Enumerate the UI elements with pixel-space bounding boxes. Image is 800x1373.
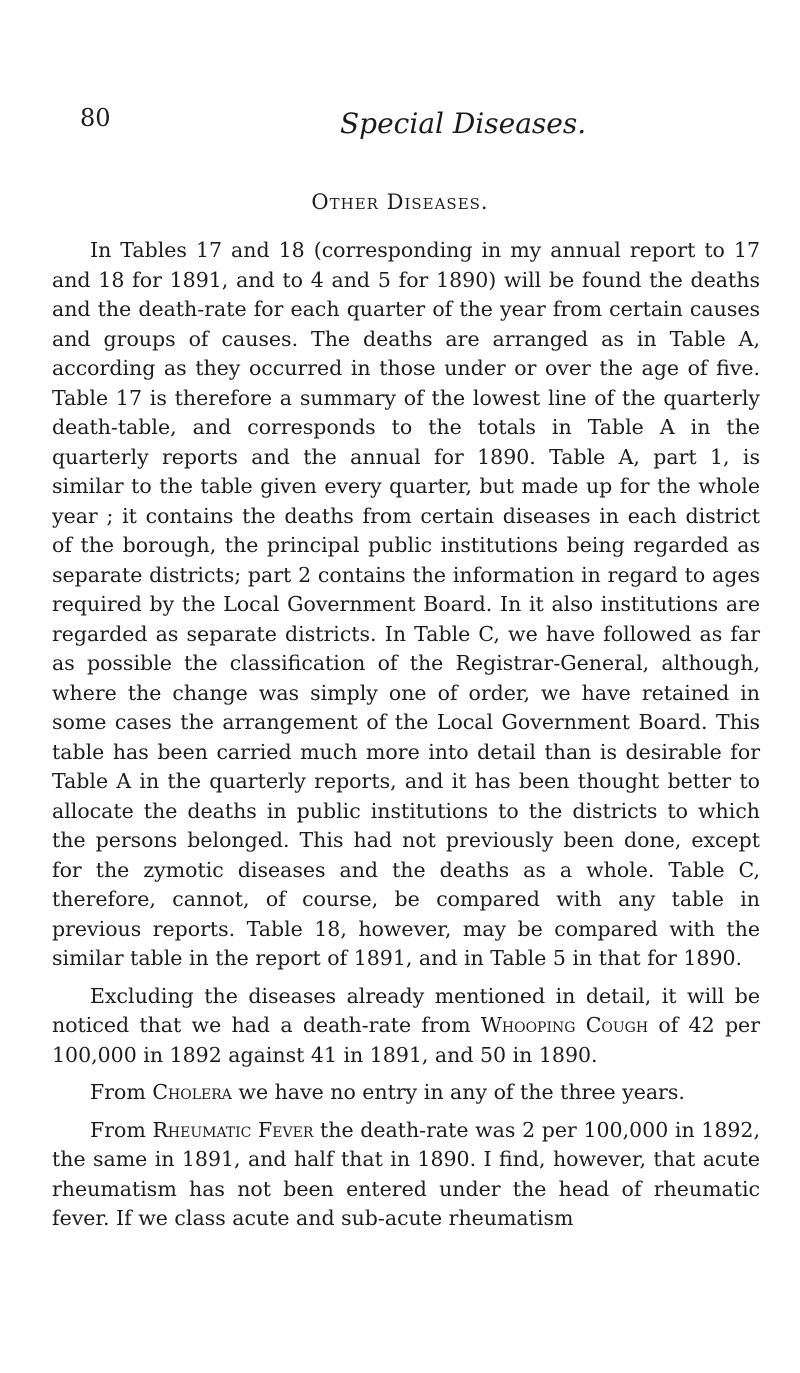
running-head: Special Diseases. <box>340 107 587 140</box>
disease-term-rheumatic-fever: Rheumatic Fever <box>152 1117 314 1142</box>
paragraph-tables-overview: In Tables 17 and 18 (corresponding in my annual report to 17 and 18 for 1891, and to 4 and 5 for 1890) will be found the deaths and the death-rate for each quarter of the year from certain causes and groups of causes. The deaths are arranged as in Table A, according as they occurred in those under or over the age of five. Table 17 is therefore a summary of the lowest line of the quarterly death-table, and corresponds to the totals in Table A in the quarterly reports and the annual for 1890. Table A, part 1, is similar to the table given every quarter, but made up for the whole year ; it contains the deaths from certain diseases in each district of the borough, the principal public institutions being regarded as separate districts; part 2 contains the information in regard to ages required by the Local Government Board. In it also institutions are regarded as separate districts. In Table C, we have followed as far as possible the classification of the Registrar-General, although, where the change was simply one of order, we have retained in some cases the arrangement of the Local Government Board. This table has been carried much more into detail than is desirable for Table A in the quarterly reports, and it has been thought better to allocate the deaths in public institutions to the districts to which the persons belonged. This had not previously been done, except for the zymotic diseases and the deaths as a whole. Table C, therefore, cannot, of course, be compared with any table in previous reports. Table 18, however, may be compared with the similar table in the report of 1891, and in Table 5 in that for 1890. <box>52 238 760 970</box>
paragraph-text: we have no entry in any of the three years. <box>231 1080 685 1104</box>
paragraph-text: From <box>90 1117 153 1142</box>
paragraph-text: the death-rate was 2 per 100,000 in 1892, the same in 1891, and half that in 1890. I find, however, that acute rheumatism has not been entered under the head of rheumatic fever. If we class acute and sub-acute rheumatism <box>52 1117 760 1230</box>
paragraph-cholera <box>52 1078 760 1108</box>
paragraph-text: of 42 per 100,000 in 1892 against 41 in 1891, and 50 in 1890. <box>52 1013 760 1067</box>
paragraph-whooping-cough <box>52 982 760 1071</box>
section-title: Other Diseases. <box>311 190 489 214</box>
paragraph-rheumatic-fever <box>52 1116 760 1234</box>
body-text <box>52 236 760 1234</box>
paragraph-text: Excluding the diseases already mentioned in detail, it will be noticed that we had a death-rate from <box>52 983 760 1037</box>
paragraph-text: From <box>90 1080 153 1104</box>
disease-term-whooping-cough: Whooping Cough <box>480 1013 649 1037</box>
page-number: 80 <box>80 104 111 132</box>
disease-term-cholera: Cholera <box>152 1080 232 1104</box>
